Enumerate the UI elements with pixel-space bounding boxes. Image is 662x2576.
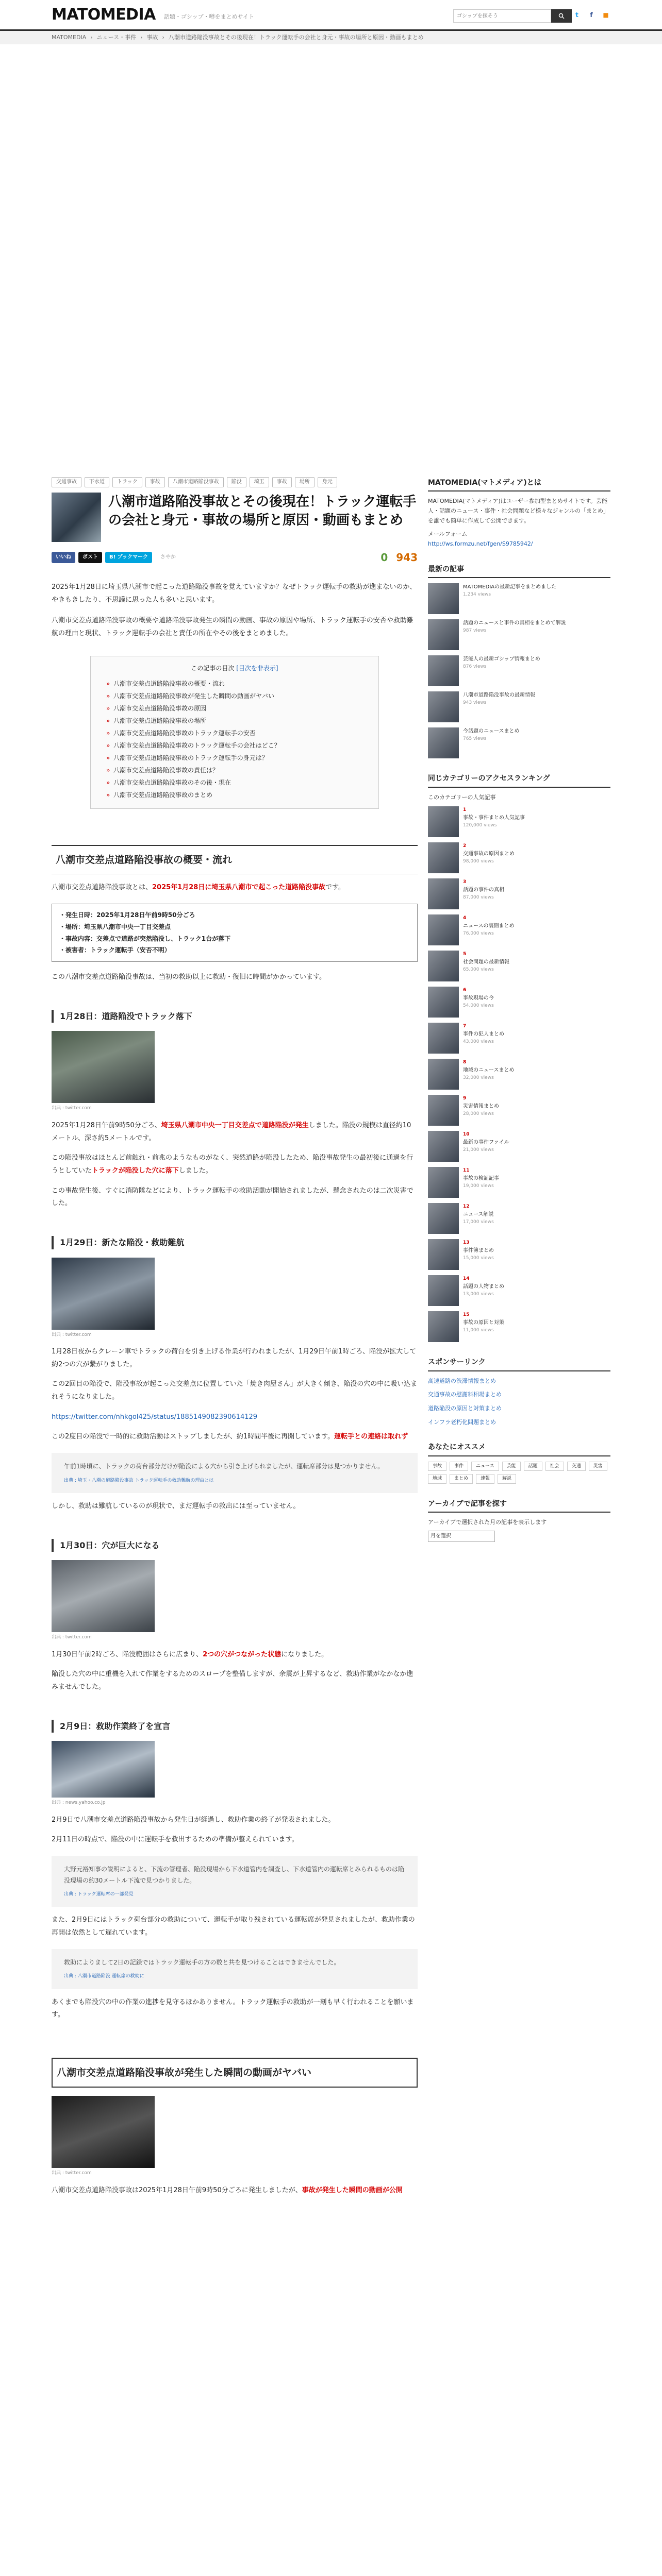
ranking-box [428,773,610,1342]
ranking-subtitle: このカテゴリーの人気記事 [428,793,496,801]
side-tag[interactable]: 芸能 [502,1462,521,1471]
side-tag[interactable]: 地域 [428,1474,446,1483]
paragraph: 陥没した穴の中に重機を入れて作業をするためのスロープを整備しますが、余震が上昇するなど、救助作業がなかなか進みませんでした。 [52,1670,413,1691]
ranking-item[interactable] [428,1059,610,1090]
ranking-thumbnail[interactable] [428,1023,459,1054]
site-logo[interactable]: MATOMEDIA [52,5,156,24]
ranking-item[interactable] [428,1095,610,1126]
breadcrumb-category[interactable]: ニュース・事件 [96,34,137,41]
toc-toggle-link[interactable]: [目次を非表示] [236,664,278,672]
highlight-text: 事故が発生した瞬間の動画が公開 [302,2186,403,2194]
latest-thumbnail[interactable] [428,691,459,722]
recommend-tags [428,1462,610,1484]
hatena-bookmark-button[interactable]: B! ブックマーク [105,552,152,563]
paragraph: また、2月9日にはトラック荷台部分の救助について、運転手が取り残されている運転席が発見されましたが、救助作業の再開は依然として遅れています。 [52,1916,415,1937]
ranking-item[interactable] [428,987,610,1018]
toc-item[interactable]: » 八潮市交差点道路陥没事故が発生した瞬間の動画がヤバい [106,690,363,702]
video-thumbnail[interactable] [52,2096,155,2168]
subheading: 1月28日：道路陥没でトラック落下 [52,1010,418,1023]
tag[interactable]: 事故 [145,477,165,487]
recommend-title: あなたにオススメ [428,1442,610,1456]
view-count: 13,000 views [463,1291,494,1297]
ranking-title: 同じカテゴリーのアクセスランキング [428,773,610,787]
ranking-thumbnail[interactable] [428,1059,459,1090]
search-icon [558,13,565,19]
ranking-item-title[interactable]: 最新の事件ファイル [463,1139,509,1145]
toc-item[interactable]: » 八潮市交差点道路陥没事故の責任は？ [106,764,363,776]
view-count: 1,234 views [463,592,491,598]
ranking-thumbnail[interactable] [428,987,459,1018]
lead-paragraph: 八潮市交差点道路陥没事故の概要や道路陥没事故発生の瞬間の動画、事故の原因や場所、トラック運転手の安否や救助難航の理由と現状、トラック運転手の会社と責任の所在やその後をまとめました。 [52,617,413,638]
sponsor-title: スポンサーリンク [428,1357,610,1371]
quote-text: 午前1時頃に、トラックの荷台部分だけが陥没による穴から引き上げられましたが、運転席部分は見つかりません。 [64,1463,384,1470]
latest-item-title[interactable]: MATOMEDIAの最新記事をまとめました [463,584,557,590]
ranking-thumbnail[interactable] [428,1311,459,1342]
sponsor-link[interactable]: 高速道路の渋滞情報まとめ [428,1377,496,1384]
blockquote [52,1856,418,1907]
ranking-item[interactable] [428,1131,610,1162]
archive-subtitle: アーカイブで選択された月の記事を表示します [428,1519,547,1526]
article-photo[interactable] [52,1258,155,1330]
toc-item[interactable]: » 八潮市交差点道路陥没事故の概要・流れ [106,677,363,690]
latest-thumbnail[interactable] [428,619,459,650]
ranking-thumbnail[interactable] [428,1275,459,1306]
latest-thumbnail[interactable] [428,655,459,686]
ranking-thumbnail[interactable] [428,878,459,909]
side-tag[interactable]: 話題 [524,1462,542,1471]
text: しました。陥没の規模は直径約10メートル、深さ約5メートルです。 [52,1121,411,1142]
search-input[interactable] [453,9,551,23]
section-heading: 八潮市交差点道路陥没事故の概要・流れ [52,845,418,874]
main-content [52,477,418,2197]
ranking-thumbnail[interactable] [428,1239,459,1270]
paragraph [52,1649,418,1662]
sponsor-link[interactable]: インフラ老朽化問題まとめ [428,1418,496,1426]
sponsor-link[interactable]: 道路陥没の原因と対策まとめ [428,1405,502,1412]
article-title: 八潮市道路陥没事故とその後現在！トラック運転手の会社と身元・事故の場所と原因・動画もまとめ [108,494,417,529]
ranking-item-title[interactable]: 事故の検証記事 [463,1175,499,1181]
side-tag[interactable]: 事故 [428,1462,446,1471]
photo-source[interactable]: 出典 : twitter.com [52,2171,92,2176]
ranking-item-title[interactable]: 事故・事件まとめ人気記事 [463,815,525,821]
ranking-item-title[interactable]: 社会問題の最新情報 [463,959,509,965]
article-lead [52,581,418,640]
fact-item: ・場所：埼玉県八潮市中央一丁目交差点 [59,923,171,930]
rank-number: 2 [463,843,467,849]
view-count: 120,000 views [463,822,497,828]
rank-number: 4 [463,916,467,921]
article-thumbnail [52,493,101,542]
article-photo[interactable] [52,1741,155,1798]
fact-item: ・発生日時：2025年1月28日午前9時50分ごろ [59,911,195,919]
ranking-item-title[interactable]: 話題の人物まとめ [463,1283,504,1290]
paragraph: この2回目の陥没で、陥没事故が起こった交差点に位置していた「焼き肉屋さん」が大きく傾き、陥没の穴の中に吸い込まれそうになりました。 [52,1380,418,1401]
archive-title: アーカイブで記事を探す [428,1498,610,1513]
tag[interactable]: 埼玉 [250,477,269,487]
rank-number: 11 [463,1168,470,1174]
view-count: 987 views [463,628,487,634]
latest-item[interactable] [428,691,610,722]
ranking-item[interactable] [428,914,610,945]
ranking-thumbnail[interactable] [428,914,459,945]
ranking-item-title[interactable]: 災害情報まとめ [463,1103,499,1109]
quote-source-link[interactable]: 出典 : 八潮市道路陥没 運転席の救助に [64,1974,144,1979]
toc-item[interactable]: » 八潮市交差点道路陥没事故のその後・現在 [106,776,363,789]
view-count: 43,000 views [463,1039,494,1044]
latest-thumbnail[interactable] [428,583,459,614]
rank-number: 12 [463,1204,470,1210]
paragraph: 2月11日の時点で、陥没の中に運転手を救出するための準備が整えられています。 [52,1836,299,1844]
site-header [0,0,662,31]
rank-number: 3 [463,879,467,885]
toc-item[interactable]: » 八潮市交差点道路陥没事故のトラック運転手の身元は？ [106,752,363,764]
subheading: 2月9日：救助作業終了を宣言 [52,1720,418,1733]
toc-item[interactable]: » 八潮市交差点道路陥没事故のまとめ [106,789,363,801]
tweet-link[interactable]: https://twitter.com/nhkgol425/status/1885149082390614129 [52,1413,258,1421]
toc-item[interactable]: » 八潮市交差点道路陥没事故のトラック運転手の会社はどこ？ [106,739,363,752]
favorite-count[interactable]: 0 [380,551,388,564]
rank-number: 9 [463,1096,467,1101]
paragraph [52,2184,418,2197]
ranking-item-title[interactable]: 交通事故の原因まとめ [463,851,515,857]
ranking-item[interactable] [428,1239,610,1270]
article-header [52,493,418,542]
toc-header [106,664,363,673]
twitter-icon[interactable]: t [575,11,578,19]
text: 1月30日午前2時ごろ、陥没範囲はさらに広まり、 [52,1650,203,1658]
view-count: 943 views [463,700,487,706]
fact-box [52,904,418,962]
rank-number: 13 [463,1240,470,1246]
text: です。 [325,884,345,892]
rank-number: 15 [463,1312,470,1318]
ranking-item[interactable] [428,951,610,981]
highlight-text: 埼玉県八潮市中央一丁目交差点で道路陥没が発生 [161,1121,309,1129]
recommend-box [428,1442,610,1483]
highlight-text: トラックが陥没した穴に落下 [92,1166,179,1175]
latest-item[interactable] [428,655,610,686]
paragraph [52,1152,418,1177]
side-tag[interactable]: 速報 [476,1474,494,1483]
tag-list [52,477,418,487]
fact-item: ・被害者：トラック運転手（安否不明） [59,946,171,954]
about-text: MATOMEDIA(マトメディア)はユーザー参加型まとめサイトです。芸能人・話題のニュース・事件・社会問題など様々なジャンルの「まとめ」を誰でも簡単に作成して公開できます。 [428,498,609,524]
paragraph [52,1431,418,1444]
ranking-item[interactable] [428,1203,610,1234]
paragraph: あくまでも陥没穴の中の作業の進捗を見守るほかありません。トラック運転手の救助が一刻も早く行われることを願います。 [52,1998,414,2019]
quote-source-link[interactable]: 出典 : トラック運転席の一部発見 [64,1892,134,1897]
latest-item-title[interactable]: 芸能人の最新ゴシップ情報まとめ [463,656,540,663]
text: 八潮市交差点道路陥没事故は2025年1月28日午前9時50分ごろに発生しましたが、 [52,2186,302,2194]
ranking-thumbnail[interactable] [428,1131,459,1162]
ranking-thumbnail[interactable] [428,806,459,837]
about-title: MATOMEDIA(マトメディア)とは [428,477,610,492]
paragraph [52,1120,418,1145]
side-tag[interactable]: 社会 [545,1462,564,1471]
text: になりました。 [281,1650,328,1658]
view-count: 76,000 views [463,930,494,936]
subheading: 1月29日：新たな陥没・救助難航 [52,1236,418,1249]
ranking-item[interactable] [428,1275,610,1306]
social-links [572,10,610,20]
side-tag[interactable]: まとめ [450,1474,473,1483]
paragraph: この八潮市交差点道路陥没事故は、当初の救助以上に救助・復旧に時間がかかっています。 [52,973,326,981]
rank-number: 8 [463,1060,467,1065]
x-post-button[interactable]: ポスト [78,552,102,563]
article-stats [380,549,418,566]
fact-item: ・事故内容：交差点で道路が突然陥没し、トラック1台が落下 [59,935,231,942]
view-count: 32,000 views [463,1075,494,1080]
rank-number: 7 [463,1024,467,1029]
view-count: 65,000 views [463,967,494,972]
latest-item[interactable] [428,583,610,614]
facebook-icon[interactable]: f [590,11,593,19]
ranking-item[interactable] [428,806,610,837]
paragraph: 2月9日で八潮市交差点道路陥没事故から発生日が経過し、救助作業の終了が発表されました。 [52,1816,335,1824]
photo-source[interactable]: 出典 : twitter.com [52,1106,92,1111]
ranking-thumbnail[interactable] [428,1167,459,1198]
ranking-item[interactable] [428,1311,610,1342]
tag[interactable]: 八潮市道路陥没事故 [168,477,224,487]
view-count: 98,000 views [463,858,494,864]
toc-item[interactable]: » 八潮市交差点道路陥没事故のトラック運転手の安否 [106,727,363,739]
toc-title: この記事の目次 [191,664,235,672]
view-count: 876 views [463,664,487,670]
paragraph [52,882,418,894]
tag[interactable]: トラック [112,477,142,487]
view-count: 87,000 views [463,894,494,900]
ranking-thumbnail[interactable] [428,951,459,981]
paragraph: しかし、救助は難航しているのが現状で、まだ運転手の救出には至っていません。 [52,1502,300,1510]
ranking-item-title[interactable]: 事件の犯人まとめ [463,1031,504,1037]
ranking-thumbnail[interactable] [428,1203,459,1234]
side-tag[interactable]: 災害 [589,1462,607,1471]
ranking-thumbnail[interactable] [428,1095,459,1126]
ad-space [0,44,662,477]
sponsor-link[interactable]: 交通事故の慰謝料相場まとめ [428,1391,502,1398]
blockquote [52,1949,418,1989]
highlight-text: 2025年1月28日に埼玉県八潮市で起こった道路陥没事故 [152,884,326,892]
rss-icon[interactable]: ■ [603,11,609,19]
breadcrumb-subcategory[interactable]: 事故 [146,34,158,41]
breadcrumb-home[interactable]: MATOMEDIA [52,34,87,41]
text: 2025年1月28日午前9時50分ごろ、 [52,1121,161,1129]
view-count: 15,000 views [463,1255,494,1261]
author-name[interactable]: さやか [160,554,176,560]
ranking-item-title[interactable]: ニュース解説 [463,1211,494,1217]
ranking-item-title[interactable]: 事件簿まとめ [463,1247,494,1253]
share-row [52,549,418,566]
view-count: 54,000 views [463,1003,494,1008]
latest-thumbnail[interactable] [428,727,459,758]
sidebar [428,477,610,2197]
subheading: 1月30日：穴が巨大になる [52,1539,418,1552]
article-photo[interactable] [52,1031,155,1103]
side-tag[interactable]: 事件 [450,1462,468,1471]
ranking-item-title[interactable]: 事故の原因と対策 [463,1319,504,1326]
tag[interactable]: 場所 [295,477,315,487]
side-tag[interactable]: 解説 [498,1474,516,1483]
tag[interactable]: 事故 [272,477,292,487]
latest-item-title[interactable]: 八潮市道路陥没事故の最新情報 [463,692,535,699]
photo-source[interactable]: 出典 : twitter.com [52,1332,92,1337]
view-count: 765 views [463,736,487,742]
quote-source-link[interactable]: 出典 : 埼玉・八潮の道路陥没事故 トラック運転手の救助難航の理由とは [64,1478,214,1483]
side-tag[interactable]: ニュース [471,1462,499,1471]
view-count: 11,000 views [463,1327,494,1333]
quote-text: 大野元裕知事の説明によると、下流の管理者、陥没現場から下水道管内を調査し、下水道管内の運転席とみられるものは陥没現場の約30メートル下流で見つかりました。 [64,1865,405,1884]
rank-number: 14 [463,1276,470,1282]
view-count: 19,000 views [463,1183,494,1189]
search-bar [453,9,572,23]
ranking-item-title[interactable]: ニュースの裏側まとめ [463,923,515,929]
latest-item-title[interactable]: 話題のニュースと事件の真相をまとめて解説 [463,620,566,626]
text: しました。 [178,1166,212,1175]
ranking-item[interactable] [428,1023,610,1054]
breadcrumb-current: 八潮市道路陥没事故とその後現在！トラック運転手の会社と身元・事故の場所と原因・動画もまとめ [168,34,424,41]
text: この陥没事故はほとんど前触れ・前兆のようなものがなく、突然道路が陥没したため、陥没事故発生の最初後に通過を行うとしていた [52,1154,413,1175]
section-heading: 八潮市交差点道路陥没事故が発生した瞬間の動画がヤバい [52,2058,418,2088]
text: 八潮市交差点道路陥没事故とは、 [52,884,153,892]
archive-box [428,1498,610,1542]
highlight-text: 運転手との連絡は取れず [334,1433,408,1441]
view-count: 21,000 views [463,1147,494,1153]
view-count: 28,000 views [463,1111,494,1116]
rank-number: 5 [463,952,467,957]
side-tag[interactable]: 交通 [567,1462,586,1471]
view-count: 943 [396,551,418,564]
latest-title: 最新の記事 [428,564,610,578]
paragraph: 1月28日夜からクレーン車でトラックの荷台を引き上げる作業が行われましたが、1月29日午前1時ごろ、陥没が拡大して約2つの穴が繋がりました。 [52,1347,417,1368]
tag[interactable]: 下水道 [85,477,109,487]
blockquote [52,1453,418,1493]
ranking-thumbnail[interactable] [428,842,459,873]
breadcrumb-separator: › [140,34,143,41]
search-button[interactable] [551,9,572,23]
rank-number: 10 [463,1132,470,1138]
mail-form-link[interactable]: http://ws.formzu.net/fgen/S9785942/ [428,540,533,548]
tag[interactable]: 交通事故 [52,477,81,487]
photo-source[interactable]: 出典 : news.yahoo.co.jp [52,1800,106,1806]
ranking-item-title[interactable]: 話題の事件の真相 [463,887,504,893]
mail-label: メールフォーム [428,531,468,538]
lead-paragraph: 2025年1月28日に埼玉県八潮市で起こった道路陥没事故を覚えていますか？なぜトラック運転手の救助が進まないのか、やきもきしたり、不思議に思った人も多いと思います。 [52,583,417,604]
rank-number: 1 [463,807,467,813]
sponsor-box [428,1357,610,1427]
paragraph: この事故発生後、すぐに消防隊などにより、トラック運転手の救助活動が開始されましたが、懸念されたのは二次災害でした。 [52,1187,413,1208]
facebook-share-button[interactable]: いいね [52,552,75,563]
ranking-item-title[interactable]: 地域のニュースまとめ [463,1067,515,1073]
view-count: 17,000 views [463,1219,494,1225]
latest-item[interactable] [428,619,610,650]
breadcrumb [0,31,662,44]
table-of-contents [90,656,379,809]
tag[interactable]: 身元 [318,477,337,487]
about-box [428,477,610,549]
toc-item[interactable]: » 八潮市交差点道路陥没事故の場所 [106,715,363,727]
breadcrumb-separator: › [162,34,164,41]
archive-select[interactable]: 月を選択 [428,1531,495,1542]
highlight-text: 2つの穴がつながった状態 [203,1650,282,1658]
quote-text: 救助によりまして2日の記録ではトラック運転手の方の数と共を見つけることはできませんでした。 [64,1958,340,1966]
tag[interactable]: 陥没 [227,477,246,487]
latest-item[interactable] [428,727,610,758]
breadcrumb-separator: › [90,34,93,41]
latest-item-title[interactable]: 今話題のニュースまとめ [463,728,520,735]
ranking-item-title[interactable]: 事故現場の今 [463,995,494,1001]
text: この2度目の陥没で一時的に救助活動はストップしましたが、約1時間半後に再開しています。 [52,1433,335,1441]
article-photo[interactable] [52,1560,155,1632]
ranking-item[interactable] [428,842,610,873]
site-tagline: 話題・ゴシップ・噂をまとめサイト [163,13,254,20]
photo-source[interactable]: 出典 : twitter.com [52,1635,92,1640]
toc-item[interactable]: » 八潮市交差点道路陥没事故の原因 [106,702,363,715]
latest-articles [428,564,610,758]
sponsor-links [428,1377,610,1428]
rank-number: 6 [463,988,467,993]
ranking-item[interactable] [428,1167,610,1198]
ranking-item[interactable] [428,878,610,909]
page-container [52,477,610,2197]
